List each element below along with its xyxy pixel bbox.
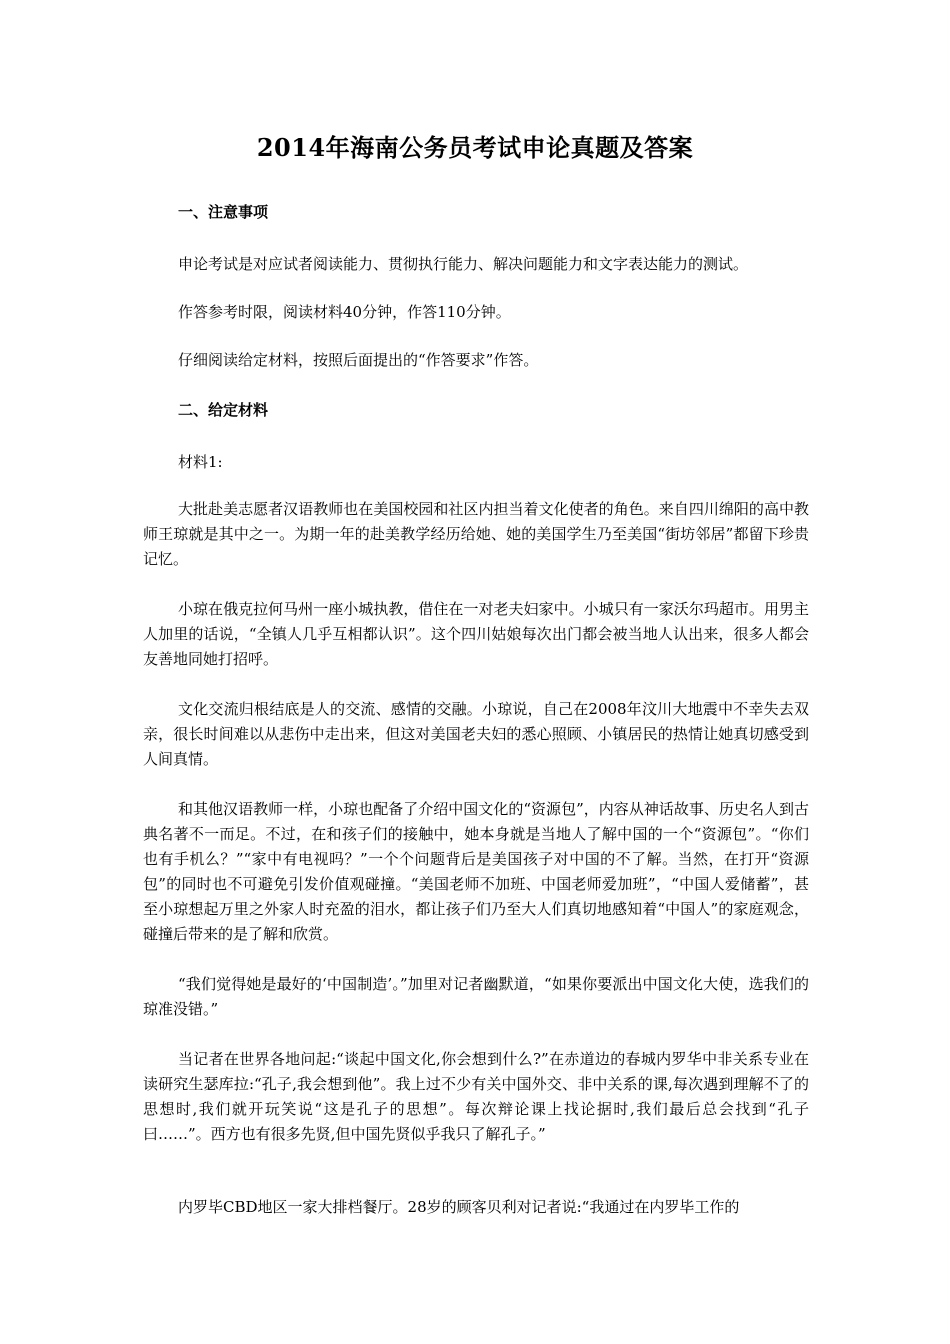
notice-line-3: 仔细阅读给定材料，按照后面提出的“作答要求”作答。 (178, 351, 539, 369)
material-paragraph-6: 当记者在世界各地问起:“谈起中国文化,你会想到什么?”在赤道边的春城内罗华中非关系专业在读研究生瑟库拉:“孔子,我会想到他”。我上过不少有关中国外交、非中关系的课,每次遇到理解不了的思想时,我们就开玩笑说“这是孔子的思想”。每次辩论课上找论据时,我们最后总会找到“孔子曰……”。西方也有很多先贤,但中国先贤似乎我只了解孔子。” (143, 1050, 809, 1143)
notice-line-2: 作答参考时限，阅读材料40分钟，作答110分钟。 (178, 303, 511, 321)
material-paragraph-3: 文化交流归根结底是人的交流、感情的交融。小琼说，自己在2008年汶川大地震中不幸失去双亲，很长时间难以从悲伤中走出来，但这对美国老夫妇的悉心照顾、小镇居民的热情让她真切感受到人间真情。 (143, 700, 809, 768)
section-heading-materials: 二、给定材料 (178, 401, 269, 419)
material-paragraph-7: 内罗毕CBD地区一家大排档餐厅。28岁的顾客贝利对记者说:“我通过在内罗毕工作的 (178, 1198, 740, 1216)
document-title: 2014年海南公务员考试申论真题及答案 (256, 133, 694, 162)
material-paragraph-4: 和其他汉语教师一样，小琼也配备了介绍中国文化的“资源包”，内容从神话故事、历史名人到古典名著不一而足。不过，在和孩子们的接触中，她本身就是当地人了解中国的一个“资源包”。“你们也有手机么？”“家中有电视吗？”一个个问题背后是美国孩子对中国的不了解。当然，在打开“资源包”的同时也不可避免引发价值观碰撞。“美国老师不加班、中国老师爱加班”，“中国人爱储蓄”，甚至小琼想起万里之外家人时充盈的泪水，都让孩子们乃至大人们真切地感知着“中国人”的家庭观念，碰撞后带来的是了解和欣赏。 (143, 800, 809, 943)
section-heading-notice: 一、注意事项 (178, 203, 269, 221)
material-label: 材料1: (178, 453, 223, 471)
material-paragraph-2: 小琼在俄克拉何马州一座小城执教，借住在一对老夫妇家中。小城只有一家沃尔玛超市。用男主人加里的话说，“全镇人几乎互相都认识”。这个四川姑娘每次出门都会被当地人认出来，很多人都会友善地同她打招呼。 (143, 600, 809, 668)
material-paragraph-5: “我们觉得她是最好的‘中国制造’。”加里对记者幽默道，“如果你要派出中国文化大使，选我们的琼准没错。” (143, 975, 809, 1018)
material-paragraph-1: 大批赴美志愿者汉语教师也在美国校园和社区内担当着文化使者的角色。来自四川绵阳的高中教师王琼就是其中之一。为期一年的赴美教学经历给她、她的美国学生乃至美国“街坊邻居”都留下珍贵记忆。 (143, 500, 809, 568)
notice-line-1: 申论考试是对应试者阅读能力、贯彻执行能力、解决问题能力和文字表达能力的测试。 (178, 255, 749, 273)
